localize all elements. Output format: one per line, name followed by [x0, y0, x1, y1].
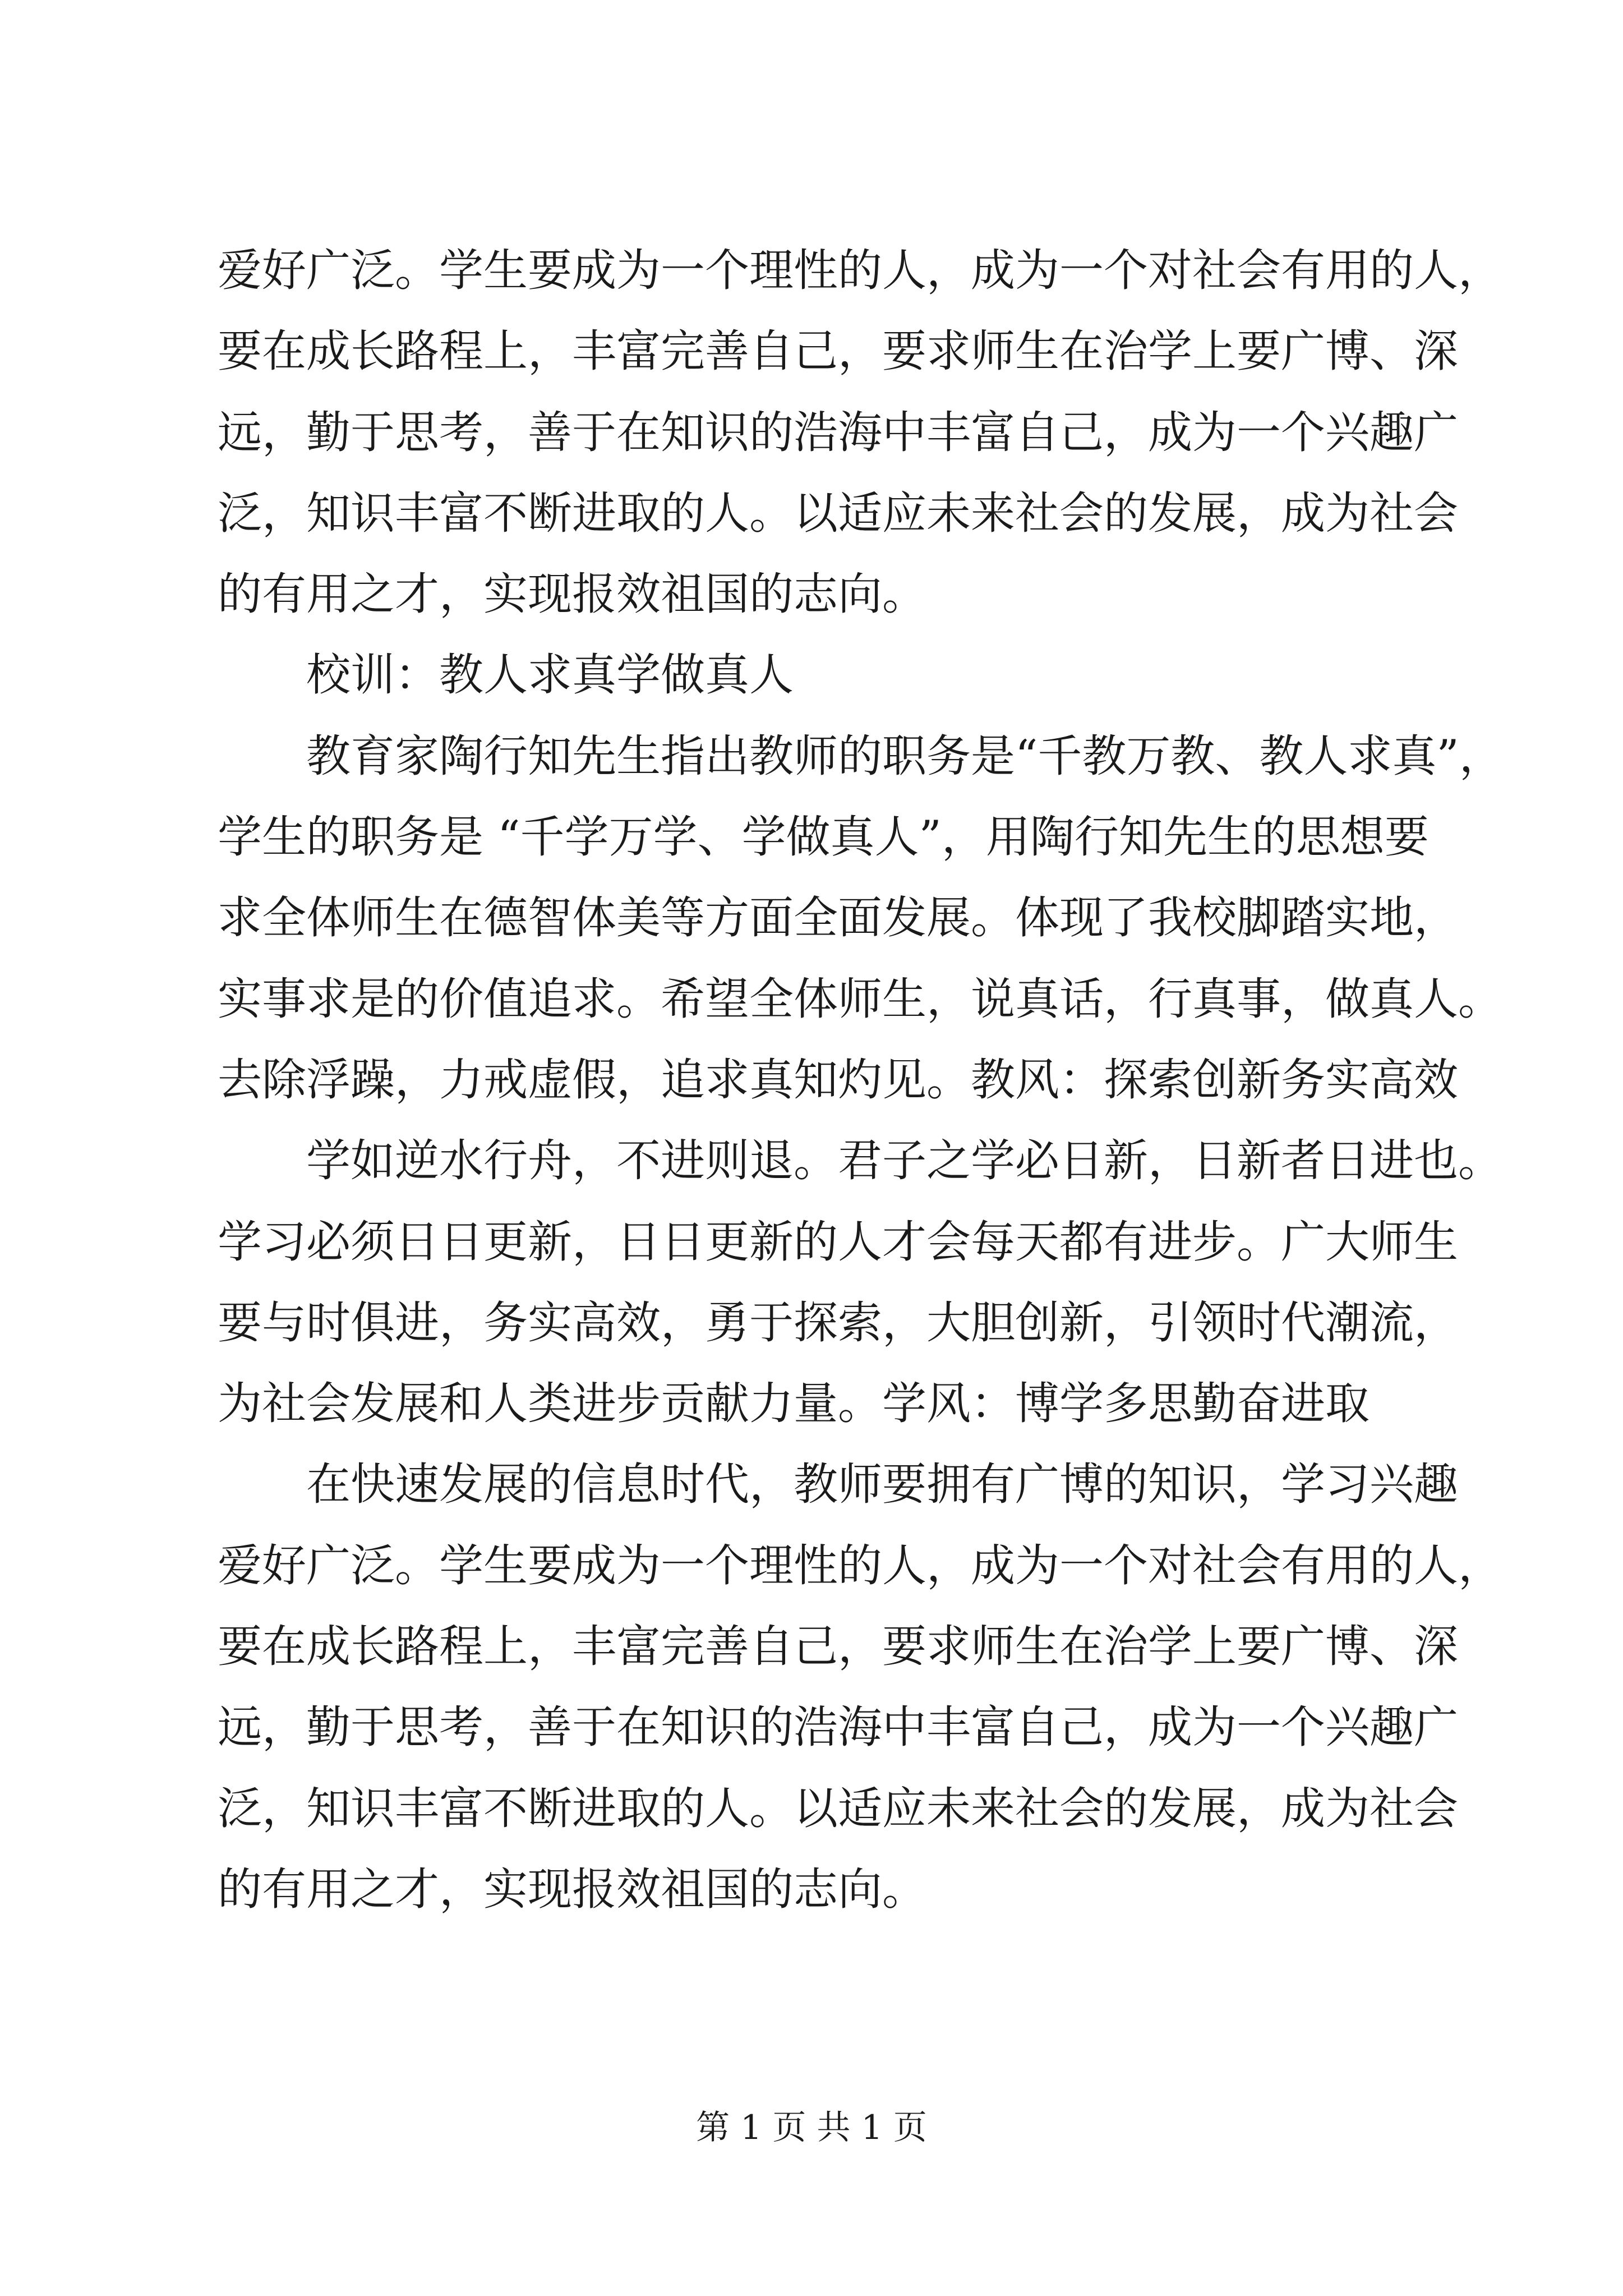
text-line: 学如逆水行舟，不进则退。君子之学必日新，日新者日进也。	[306, 1135, 1502, 1187]
section-heading: 校训：教人求真学做真人	[306, 649, 794, 701]
text-line: 要在成长路程上，丰富完善自己，要求师生在治学上要广博、深	[218, 325, 1458, 378]
text-line: 学生的职务是 “千学万学、学做真人”，用陶行知先生的思想要	[218, 811, 1429, 863]
text-line: 爱好广泛。学生要成为一个理性的人，成为一个对社会有用的人，	[218, 245, 1502, 296]
text-line: 远，勤于思考，善于在知识的浩海中丰富自己，成为一个兴趣广	[218, 406, 1458, 458]
text-line: 学习必须日日更新，日日更新的人才会每天都有进步。广大师生	[218, 1216, 1458, 1268]
text-line: 在快速发展的信息时代，教师要拥有广博的知识，学习兴趣	[306, 1458, 1458, 1511]
text-line: 的有用之才，实现报效祖国的志向。	[218, 1863, 926, 1915]
text-line: 为社会发展和人类进步贡献力量。学风：博学多思勤奋进取	[218, 1378, 1370, 1430]
text-line: 要与时俱进，务实高效，勇于探索，大胆创新，引领时代潮流，	[218, 1296, 1458, 1349]
text-line: 爱好广泛。学生要成为一个理性的人，成为一个对社会有用的人，	[218, 1539, 1502, 1591]
document-body	[218, 230, 1504, 1930]
text-line: 泛，知识丰富不断进取的人。以适应未来社会的发展，成为社会	[218, 1782, 1458, 1834]
text-line: 泛，知识丰富不断进取的人。以适应未来社会的发展，成为社会	[218, 487, 1458, 539]
text-line: 求全体师生在德智体美等方面全面发展。体现了我校脚踏实地，	[218, 892, 1458, 944]
text-line: 要在成长路程上，丰富完善自己，要求师生在治学上要广博、深	[218, 1621, 1458, 1673]
page-footer: 第 1 页 共 1 页	[696, 2108, 927, 2147]
text-line: 远，勤于思考，善于在知识的浩海中丰富自己，成为一个兴趣广	[218, 1701, 1458, 1754]
text-line: 的有用之才，实现报效祖国的志向。	[218, 568, 926, 620]
text-line: 教育家陶行知先生指出教师的职务是“千教万教、教人求真”，	[306, 730, 1504, 782]
text-line: 去除浮躁，力戒虚假，追求真知灼见。教风：探索创新务实高效	[218, 1053, 1458, 1106]
text-line: 实事求是的价值追求。希望全体师生，说真话，行真事，做真人。	[218, 973, 1502, 1025]
